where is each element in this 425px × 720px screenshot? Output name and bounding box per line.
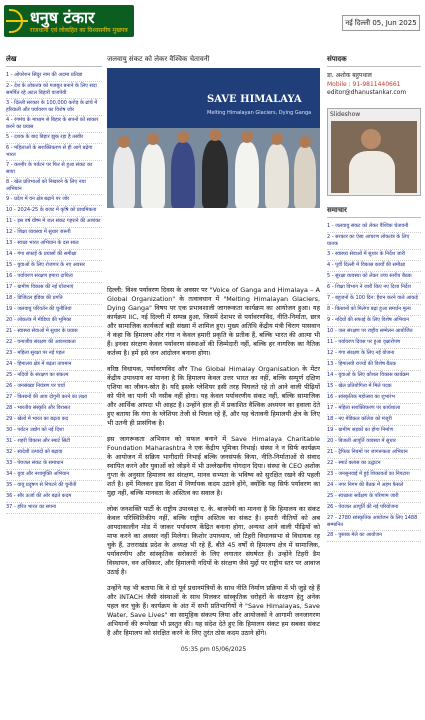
- list-item[interactable]: 11 - इस वर्ष ग्रीष्म में जल संकट गहराने की आशंका: [6, 217, 102, 228]
- list-item[interactable]: 17 - ग्रामीण विकास की नई योजनाएं: [6, 283, 102, 294]
- list-item[interactable]: 4 - रंगमंच के माध्यम से बिहार के सपनों को साकार करने का प्रयास: [6, 116, 102, 133]
- list-item[interactable]: 2 - देश के लोकतंत्र को मजबूत बनाने के लिए सदा समर्पित रहे अटल बिहारी वाजपेयी: [6, 82, 102, 99]
- list-item[interactable]: 22 - स्मार्ट क्लास का उद्घाटन: [327, 459, 421, 470]
- list-item[interactable]: 5 - दशक के बाद बिहार झुक रहा है तस्वीर: [6, 133, 102, 144]
- portrait-head: [361, 129, 381, 149]
- editor-mobile: Mobile : 91-9811440661: [327, 81, 401, 88]
- list-item[interactable]: 4 - पूर्वी दिल्ली में विकास कार्यों की समीक्षा: [327, 261, 421, 272]
- logo[interactable]: [4, 5, 134, 37]
- list-item[interactable]: 25 - स्वच्छता सर्वेक्षण के परिणाम जारी: [327, 492, 421, 503]
- list-item[interactable]: 8 - किसानों को मिलेगा बढ़ा हुआ समर्थन मूल्य: [327, 305, 421, 316]
- person-head: [271, 133, 283, 145]
- banner-subtitle: Melting Himalayan Glaciers, Dying Ganga: [207, 110, 312, 116]
- editor-heading: संपादक: [327, 55, 421, 67]
- list-item[interactable]: 13 - स्वच्छ भारत अभियान के दस साल: [6, 239, 102, 250]
- list-item[interactable]: 13 - हिमालयी राज्यों की विशेष बैठक: [327, 360, 421, 371]
- list-item[interactable]: 21 - स्वास्थ्य सेवाओं में सुधार के प्रयास: [6, 327, 102, 338]
- banner-title: SAVE HIMALAYA: [207, 94, 302, 105]
- person-figure: [171, 142, 195, 208]
- news-heading: समाचार: [327, 206, 421, 218]
- person-head: [209, 129, 221, 141]
- list-item[interactable]: 28 - पुस्तक मेले का आयोजन: [327, 531, 421, 542]
- person-head: [241, 131, 253, 143]
- main-article: [107, 55, 320, 720]
- list-item[interactable]: 31 - शहरी विकास और स्मार्ट सिटी: [6, 437, 102, 448]
- list-item[interactable]: 1 - ओपरेशन सिंदूर नाम की अदम्य प्रतिज्ञा: [6, 71, 102, 82]
- editor-email[interactable]: editor@dhanustankar.com: [327, 89, 407, 96]
- article-paragraph: दिल्ली: विश्व पर्यावरण दिवस के अवसर पर "Voice of Ganga and Himalaya – A Global Organization" के तत्वावधान में "Melting Himalayan Glaciers, Dying Ganga" विषय पर एक प्रभावशाली जागरूकता कार्यक्रम का आयोजन हुआ। यह कार्यक्रम IIC, नई दिल्ली में सम्पन्न हुआ, जिसमें देशभर से पर्यावरणविद, नीति-निर्माता, छात्र और सामाजिक कार्यकर्ता बड़ी संख्या में शामिल हुए। मुख्य अतिथि केंद्रीय मंत्री चिराग पासवान ने कहा कि हिमालय और गंगा न केवल हमारी प्रकृति के प्रतीक हैं, बल्कि भारत की आत्मा भी हैं। इनका संरक्षण केवल पर्यावरण संस्थाओं की जिम्मेदारी नहीं, बल्कि हर नागरिक का नैतिक कर्तव्य है। हमें इसे जन आंदोलन बनाना होगा।: [107, 286, 320, 357]
- list-item[interactable]: 16 - पर्यावरण संरक्षण हमारा दायित्व: [6, 272, 102, 283]
- list-item[interactable]: 17 - महिला सशक्तिकरण पर कार्यशाला: [327, 404, 421, 415]
- list-item[interactable]: 26 - जनसंख्या नियंत्रण पर चर्चा: [6, 382, 102, 393]
- list-item[interactable]: 14 - युवाओं के लिए कौशल विकास कार्यक्रम: [327, 371, 421, 382]
- logo-title: धनुष टंकार: [30, 8, 95, 27]
- list-item[interactable]: 9 - प्रदेश में वन क्षेत्र बढ़ाने पर जोर: [6, 195, 102, 206]
- article-title: जलवायु संकट को लेकर वैश्विक चेतावनी: [107, 55, 210, 63]
- list-item[interactable]: 15 - युवाओं के लिए रोजगार के नए अवसर: [6, 261, 102, 272]
- list-item[interactable]: 21 - ट्रैफिक नियमों पर जागरूकता अभियान: [327, 448, 421, 459]
- slideshow-label: Slideshow: [330, 111, 361, 118]
- list-item[interactable]: 18 - नए मेडिकल कॉलेज को मंजूरी: [327, 415, 421, 426]
- list-item[interactable]: 9 - नदियों की सफाई के लिए विशेष अभियान: [327, 316, 421, 327]
- article-timestamp: 05:35 pm 05/06/2025: [180, 646, 247, 653]
- news-list: [327, 222, 421, 542]
- site-header: [0, 0, 425, 42]
- list-item[interactable]: 32 - स्वदेशी उत्पादों को बढ़ावा: [6, 448, 102, 459]
- person-head: [177, 131, 189, 143]
- list-item[interactable]: 25 - नदियों के संरक्षण का संकल्प: [6, 371, 102, 382]
- slideshow[interactable]: [327, 108, 421, 196]
- list-item[interactable]: 20 - लोकतंत्र में मीडिया की भूमिका: [6, 316, 102, 327]
- article-paragraph: इस जागरूकता अभियान को सफल बनाने में Save Himalaya Charitable Foundation Maharashtra ने एक केंद्रीय भूमिका निभाई। संस्था ने न सिर्फ कार्यक्रम के आयोजन में सक्रिय भागीदारी निभाई बल्कि जनसंपर्क किया, नीति-निर्माताओं से संवाद स्थापित करने और युवाओं को जोड़ने में भी उल्लेखनीय योगदान दिया। संस्था के CEO अशोक गुप्ता के अनुसार हिमालय का संरक्षण, मानव सभ्यता के भविष्य को सुरक्षित रखने की पहली शर्त है। हमें मिलकर इस दिशा में निर्णायक कदम उठाने होंगे, क्योंकि यह सिर्फ पर्यावरण का मुद्दा नहीं, बल्कि मानवता के अस्तित्व का सवाल है।: [107, 435, 320, 497]
- list-item[interactable]: 12 - गंगा संरक्षण के लिए नई योजना: [327, 349, 421, 360]
- article-photo: [107, 68, 320, 208]
- articles-list: [6, 71, 102, 514]
- person-figure: [235, 142, 259, 208]
- list-item[interactable]: 23 - महिला सुरक्षा पर नई पहल: [6, 349, 102, 360]
- list-item[interactable]: 19 - जलवायु परिवर्तन की चुनौतियां: [6, 305, 102, 316]
- article-paragraph: लोक जनशक्ति पार्टी के राष्ट्रीय उपाध्यक्ष ए. के. बाजपेयी का मानना है कि हिमालय का संकट केवल परिस्थितिकीय नहीं, बल्कि राष्ट्रीय अस्तित्व का संकट है। हमारी नीतियों को अब आपदाकालीन मोड में जाकर पर्यावरण केंद्रित बनाना होगा, अन्यथा आने वाली पीढ़ियों को माफ करने का अवसर नहीं मिलेगा। किशोर उपाध्याय, जो टिहरी विधानसभा से विधायक रह चुके हैं, उत्तराखंड प्रदेश के अध्यक्ष भी रहे हैं, बीते 45 वर्षों से हिमालय क्षेत्र में सामाजिक, पर्यावरणीय और सांस्कृतिक सरोकारों के लिए लगातार संघर्षरत हैं। उन्होंने टिहरी डैम विस्थापन, वन अधिकार, और हिमालयी नदियों के संरक्षण जैसे मुद्दों पर राष्ट्रीय स्तर पर आवाज उठाई है।: [107, 505, 320, 576]
- list-item[interactable]: 3 - दिल्ली सरकार के 100,000 करोड़ के ढांचे में हरियाली और पर्यावरण का विशेष जोर: [6, 99, 102, 116]
- person-head: [147, 133, 159, 145]
- list-item[interactable]: 11 - पर्यावरण दिवस पर हुआ वृक्षारोपण: [327, 338, 421, 349]
- list-item[interactable]: 7 - बहुजनों के 100 दिन: हैरान करने वाले आंकड़े: [327, 294, 421, 305]
- list-item[interactable]: 30 - पर्यटन उद्योग को नई दिशा: [6, 426, 102, 437]
- left-column: [6, 55, 102, 720]
- list-item[interactable]: 37 - हरित भारत का सपना: [6, 503, 102, 514]
- right-column: [327, 55, 421, 720]
- list-item[interactable]: 29 - खेलों में भारत का बढ़ता कद: [6, 415, 102, 426]
- editor-name: डा. अशोक बहुपथाल: [327, 72, 372, 79]
- article-paragraph: वरिष्ठ विधायक, पर्यावरणविद और The Global Himalay Organisation के मेंटर केंद्रीय उपाध्याय का मानना है कि हिमालय केवल उत्तर भारत का नहीं, बल्कि सम्पूर्ण दक्षिण एशिया का जीवन-स्रोत है। यदि इसके ग्लेशियर इसी तरह पिघलते रहे तो आने वाली पीढ़ियों को पीने का पानी भी नसीब नहीं होगा। यह केवल पर्यावरणीय संकट नहीं, बल्कि सामाजिक और आर्थिक आपदा भी आहट है। उन्होंने हाल ही में प्रकाशित वैश्विक अध्ययन का हवाला देते हुए बताया कि गंगा के ग्लेशियर तेजी से पिघल रहे हैं, और यह चेतावनी हिमालयी क्षेत्र के लिए भी उतनी ही प्रासंगिक है।: [107, 365, 320, 427]
- list-item[interactable]: 28 - भारतीय संस्कृति और विरासत: [6, 404, 102, 415]
- slideshow-image[interactable]: [331, 121, 417, 193]
- list-item[interactable]: 5 - सुरक्षा व्यवस्था को लेकर उच्च स्तरीय बैठक: [327, 272, 421, 283]
- list-item[interactable]: 16 - सांस्कृतिक महोत्सव का शुभारंभ: [327, 393, 421, 404]
- person-head: [299, 136, 311, 148]
- list-item[interactable]: 20 - बिजली आपूर्ति व्यवस्था में सुधार: [327, 437, 421, 448]
- articles-heading: लेख: [6, 55, 102, 67]
- list-item[interactable]: 19 - ग्रामीण सड़कों का होगा निर्माण: [327, 426, 421, 437]
- list-item[interactable]: 10 - जल संरक्षण पर राष्ट्रीय सम्मेलन आयोजित: [327, 327, 421, 338]
- list-item[interactable]: 6 - शिक्षा विभाग ने जारी किए नए दिशा निर्देश: [327, 283, 421, 294]
- list-item[interactable]: 15 - खेल प्रतियोगिता में मिले पदक: [327, 382, 421, 393]
- list-item[interactable]: 27 - किसानों की आय दोगुनी करने का लक्ष्य: [6, 393, 102, 404]
- list-item[interactable]: 10 - 2024-25 के बजट में कृषि को प्राथमिकता: [6, 206, 102, 217]
- list-item[interactable]: 36 - सौर ऊर्जा की ओर बढ़ते कदम: [6, 492, 102, 503]
- list-item[interactable]: 26 - पेयजल आपूर्ति की नई परियोजना: [327, 503, 421, 514]
- logo-tagline: राजधानी एवं लोकहित का विश्वसनीय मुखपत्र: [30, 27, 128, 34]
- person-head: [118, 136, 130, 148]
- list-item[interactable]: 33 - पेयजल संकट के समाधान: [6, 459, 102, 470]
- list-item[interactable]: 23 - जनसुनवाई में हुई शिकायतों का निपटारा: [327, 470, 421, 481]
- list-item[interactable]: 27 - 2780 सांस्कृतिक आयोजन के लिए 1488 सम्मानित: [327, 514, 421, 531]
- list-item[interactable]: 2 - सरकार का ऐसा आचरण लोकतंत्र के लिए घातक: [327, 233, 421, 250]
- arrow-icon: [6, 20, 28, 22]
- portrait-body: [349, 151, 395, 193]
- article-body: [107, 286, 320, 654]
- list-item[interactable]: 12 - शिक्षा व्यवस्था में सुधार जरूरी: [6, 228, 102, 239]
- list-item[interactable]: 6 - महिलाओं के सशक्तिकरण से ही आगे बढ़ेगा भारत: [6, 144, 102, 161]
- list-item[interactable]: 7 - कश्मीर के पर्यटन पर फिर से हुआ संकट का साया: [6, 161, 102, 178]
- person-figure: [202, 140, 228, 208]
- person-figure: [265, 144, 289, 208]
- person-figure: [141, 144, 165, 208]
- list-item[interactable]: 1 - जलवायु संकट को लेकर वैश्विक चेतावनी: [327, 222, 421, 233]
- list-item[interactable]: 35 - वायु प्रदूषण से निपटने की चुनौती: [6, 481, 102, 492]
- list-item[interactable]: 34 - युवा और नशामुक्ति अभियान: [6, 470, 102, 481]
- list-item[interactable]: 24 - हिमालय क्षेत्र में बढ़ता तापमान: [6, 360, 102, 371]
- date-display: नई दिल्ली 05, Jun 2025: [342, 15, 420, 31]
- list-item[interactable]: 18 - डिजिटल इंडिया की प्रगति: [6, 294, 102, 305]
- list-item[interactable]: 14 - गंगा सफाई के प्रयासों की समीक्षा: [6, 250, 102, 261]
- article-paragraph: उन्होंने यह भी बताया कि वे दो पूर्व प्रधानमंत्रियों के साथ नीति निर्माण प्रक्रिया में भी जुड़े रहे हैं और INTACH जैसी संस्थाओं के साथ मिलकर सांस्कृतिक धरोहरों के संरक्षण हेतु अनेक पहल कर चुके हैं। कार्यक्रम के अंत में सभी प्रतिभागियों ने "Save Himalayas, Save Water, Save Lives" का सामूहिक संकल्प लिया और आयोजकों ने आगामी जनजागरण अभियानों की रूपरेखा भी प्रस्तुत की। यह संदेश देते हुए कि हिमालय संकट हम सबका संकट है और हिमालय को संरक्षित करने के लिए तुरंत ठोस कदम उठाने होंगे।: [107, 584, 320, 637]
- person-figure: [294, 146, 316, 208]
- person-figure: [113, 146, 135, 208]
- list-item[interactable]: 8 - खेल प्रतिभाओं को निखारने के लिए नया अभियान: [6, 178, 102, 195]
- list-item[interactable]: 3 - स्वास्थ्य सेवाओं में सुधार के निर्देश जारी: [327, 250, 421, 261]
- list-item[interactable]: 24 - नगर निगम की बैठक में अहम फैसले: [327, 481, 421, 492]
- list-item[interactable]: 22 - वन्यजीव संरक्षण की आवश्यकता: [6, 338, 102, 349]
